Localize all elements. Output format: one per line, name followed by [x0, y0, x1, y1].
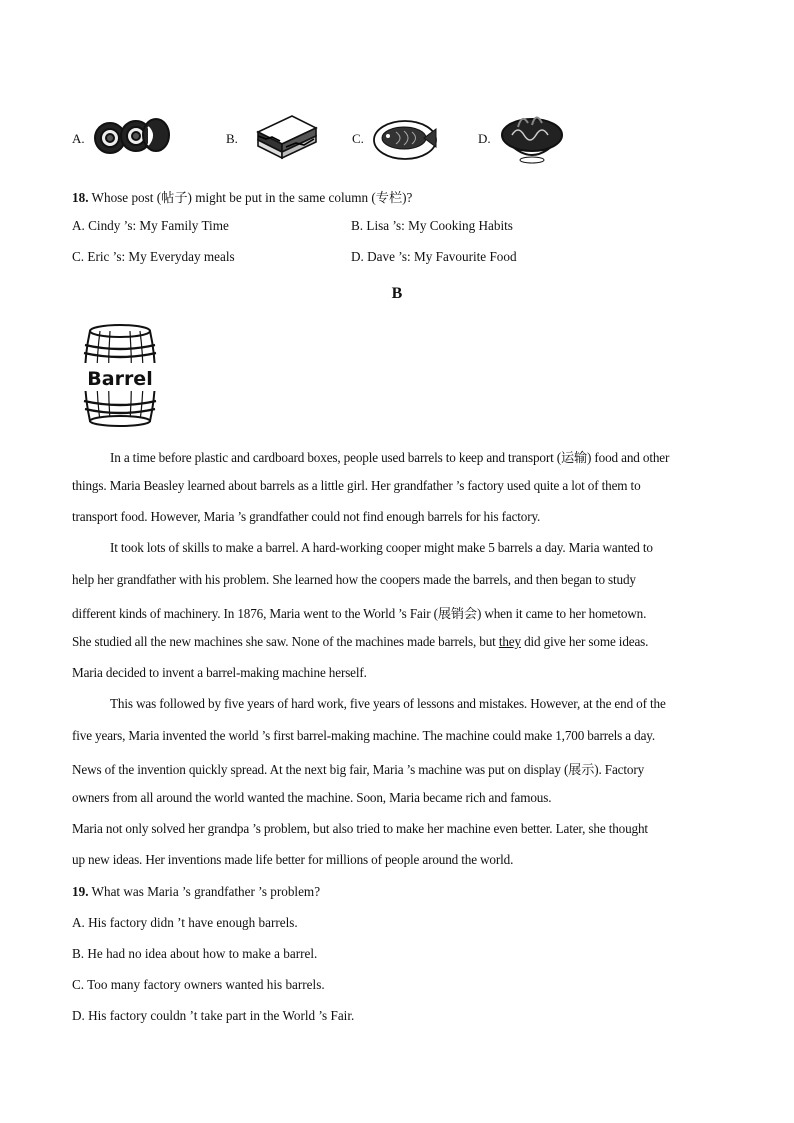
passage-text: did give her some ideas. [520, 634, 649, 649]
passage-line: This was followed by five years of hard work, five years of lessons and mistakes. However, at the end of the [110, 696, 666, 711]
passage-text: She studied all the new machines she saw. None of the machines made barrels, but [72, 634, 499, 649]
passage-line: owners from all around the world wanted the machine. Soon, Maria became rich and famous. [72, 790, 552, 805]
passage-line: In a time before plastic and cardboard boxes, people used barrels to keep and transport (运输) food and other [110, 450, 670, 465]
sandwich-icon [252, 112, 320, 160]
q18-option-d[interactable]: D. Dave ’s: My Favourite Food [351, 249, 517, 264]
passage-line: up new ideas. Her inventions made life better for millions of people around the world. [72, 852, 514, 867]
question-text: What was Maria ’s grandfather ’s problem? [88, 884, 321, 899]
barrel-illustration [78, 323, 162, 429]
q18-option-c[interactable]: C. Eric ’s: My Everyday meals [72, 249, 235, 264]
question-text: Whose post (帖子) might be put in the same column (专栏)? [88, 190, 413, 205]
underlined-word: they [498, 634, 521, 649]
fish-on-plate-icon [372, 114, 438, 162]
section-title: B [391, 285, 403, 302]
passage-line [72, 634, 722, 650]
passage-line: It took lots of skills to make a barrel. A hard-working cooper might make 5 barrels a day. Maria wanted to [110, 540, 653, 555]
noodle-bowl-icon [498, 105, 566, 167]
question-number: 19. [72, 884, 89, 899]
passage-line: different kinds of machinery. In 1876, Maria went to the World ’s Fair (展销会) when it came to her hometown. [72, 606, 647, 621]
option-d-label: D. [478, 131, 491, 146]
passage-line: five years, Maria invented the world ’s first barrel-making machine. The machine could make 1,700 barrels a day. [72, 728, 656, 743]
passage-line: help her grandfather with his problem. She learned how the coopers made the barrels, and then began to study [72, 572, 636, 587]
passage-line: News of the invention quickly spread. At the next big fair, Maria ’s machine was put on display (展示). Factory [72, 762, 645, 777]
sushi-rolls-icon [90, 113, 172, 159]
option-c-label: C. [352, 131, 364, 146]
question-number: 18. [72, 190, 89, 205]
question-19 [72, 884, 320, 900]
question-18 [72, 187, 412, 206]
passage-line: transport food. However, Maria ’s grandfather could not find enough barrels for his factory. [72, 509, 541, 524]
q19-option-d[interactable]: D. His factory couldn ’t take part in the World ’s Fair. [72, 1008, 355, 1023]
option-b-label: B. [226, 131, 238, 146]
passage-line: things. Maria Beasley learned about barrels as a little girl. Her grandfather ’s factory used quite a lot of them to [72, 478, 641, 493]
q19-option-b[interactable]: B. He had no idea about how to make a barrel. [72, 946, 318, 961]
barrel-label: Barrel [87, 368, 153, 390]
q18-option-a[interactable]: A. Cindy ’s: My Family Time [72, 218, 229, 233]
passage-line: Maria decided to invent a barrel-making machine herself. [72, 665, 367, 680]
passage-line: Maria not only solved her grandpa ’s problem, but also tried to make her machine even better. Later, she thought [72, 821, 648, 836]
q18-option-b[interactable]: B. Lisa ’s: My Cooking Habits [351, 218, 513, 233]
option-a-label: A. [72, 131, 85, 146]
q19-option-c[interactable]: C. Too many factory owners wanted his barrels. [72, 977, 325, 992]
q19-option-a[interactable]: A. His factory didn ’t have enough barrels. [72, 915, 298, 930]
